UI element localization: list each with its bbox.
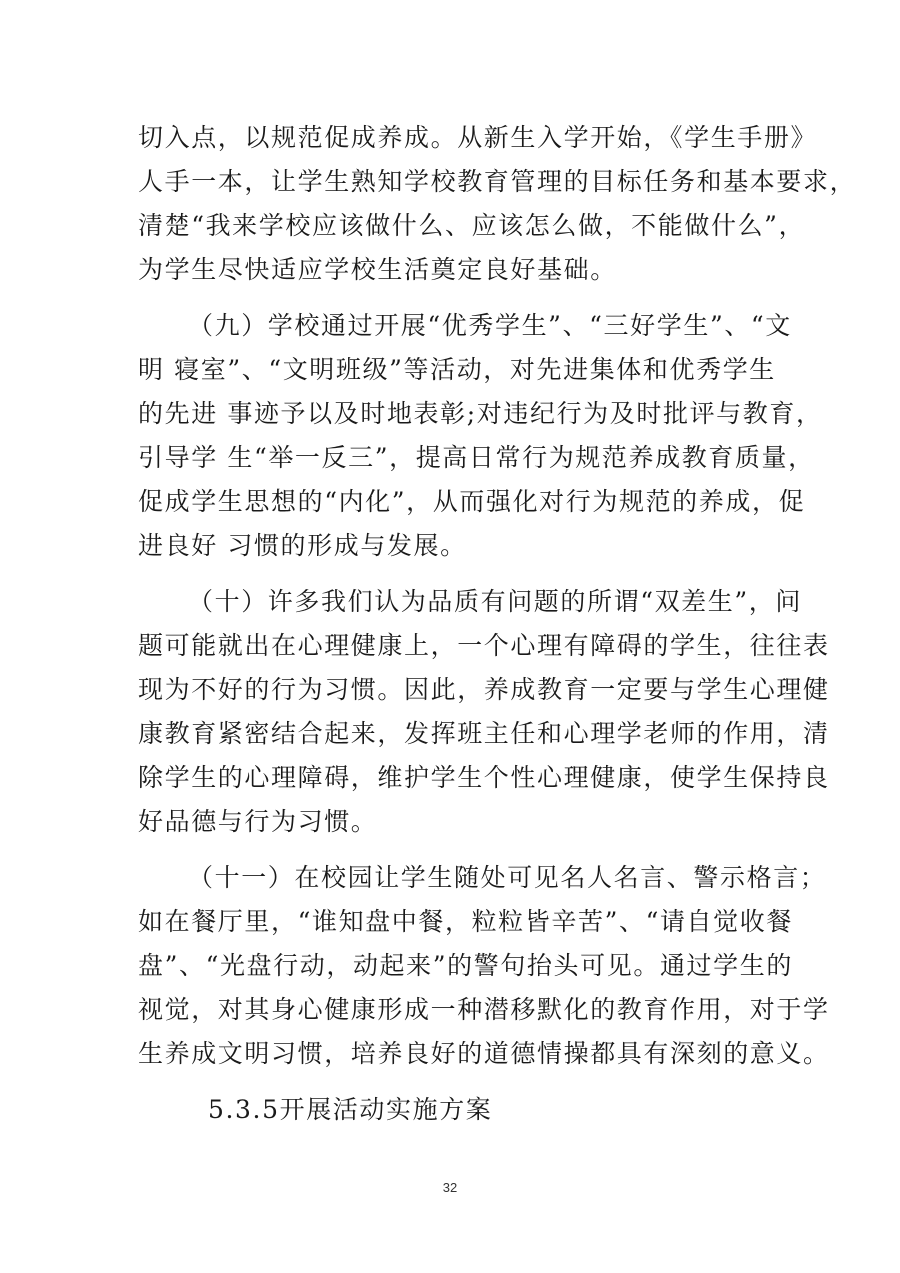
text-line: 题可能就出在心理健康上，一个心理有障碍的学生，往往表 [138,631,830,660]
text-line: 的先进 事迹予以及时地表彰;对违纪行为及时批评与教育， [138,399,823,428]
text-line: 明 寝室”、“文明班级”等活动，对先进集体和优秀学生 [138,355,776,384]
text-line: 如在餐厅里，“谁知盘中餐，粒粒皆辛苦”、“请自觉收餐 [138,907,793,936]
text-line: 清楚“我来学校应该做什么、应该怎么做，不能做什么”， [138,211,806,240]
text-line: 盘”、“光盘行动，动起来”的警句抬头可见。通过学生的 [138,951,793,980]
text-line: 好品德与行为习惯。 [138,807,378,836]
text-line: 视觉，对其身心健康形成一种潜移默化的教育作用，对于学 [138,995,830,1024]
text-line: 现为不好的行为习惯。因此，养成教育一定要与学生心理健 [138,675,830,704]
section-heading: 5.3.5开展活动实施方案 [208,1095,493,1124]
text-line: 生养成文明习惯，培养良好的道德情操都具有深刻的意义。 [138,1039,830,1068]
paragraph-10-first-line: （十）许多我们认为品质有问题的所谓“双差生”，问 [188,587,802,616]
paragraph-9-first-line: （九）学校通过开展“优秀学生”、“三好学生”、“文 [188,311,792,340]
paragraph-11-first-line: （十一）在校园让学生随处可见名人名言、警示格言； [188,863,827,892]
text-line: 康教育紧密结合起来，发挥班主任和心理学老师的作用，清 [138,719,830,748]
text-line: 切入点，以规范促成养成。从新生入学开始，《学生手册》 [138,123,818,152]
text-line: 除学生的心理障碍，维护学生个性心理健康，使学生保持良 [138,763,830,792]
text-line: 引导学 生“举一反三”，提高日常行为规范养成教育质量， [138,443,815,472]
text-line: 进良好 习惯的形成与发展。 [138,531,467,560]
text-line: 为学生尽快适应学校生活奠定良好基础。 [138,255,617,284]
text-line: 促成学生思想的“内化”，从而强化对行为规范的养成，促 [138,487,806,516]
text-line: 人手一本，让学生熟知学校教育管理的目标任务和基本要求， [138,167,857,196]
page-number: 32 [442,1180,458,1195]
